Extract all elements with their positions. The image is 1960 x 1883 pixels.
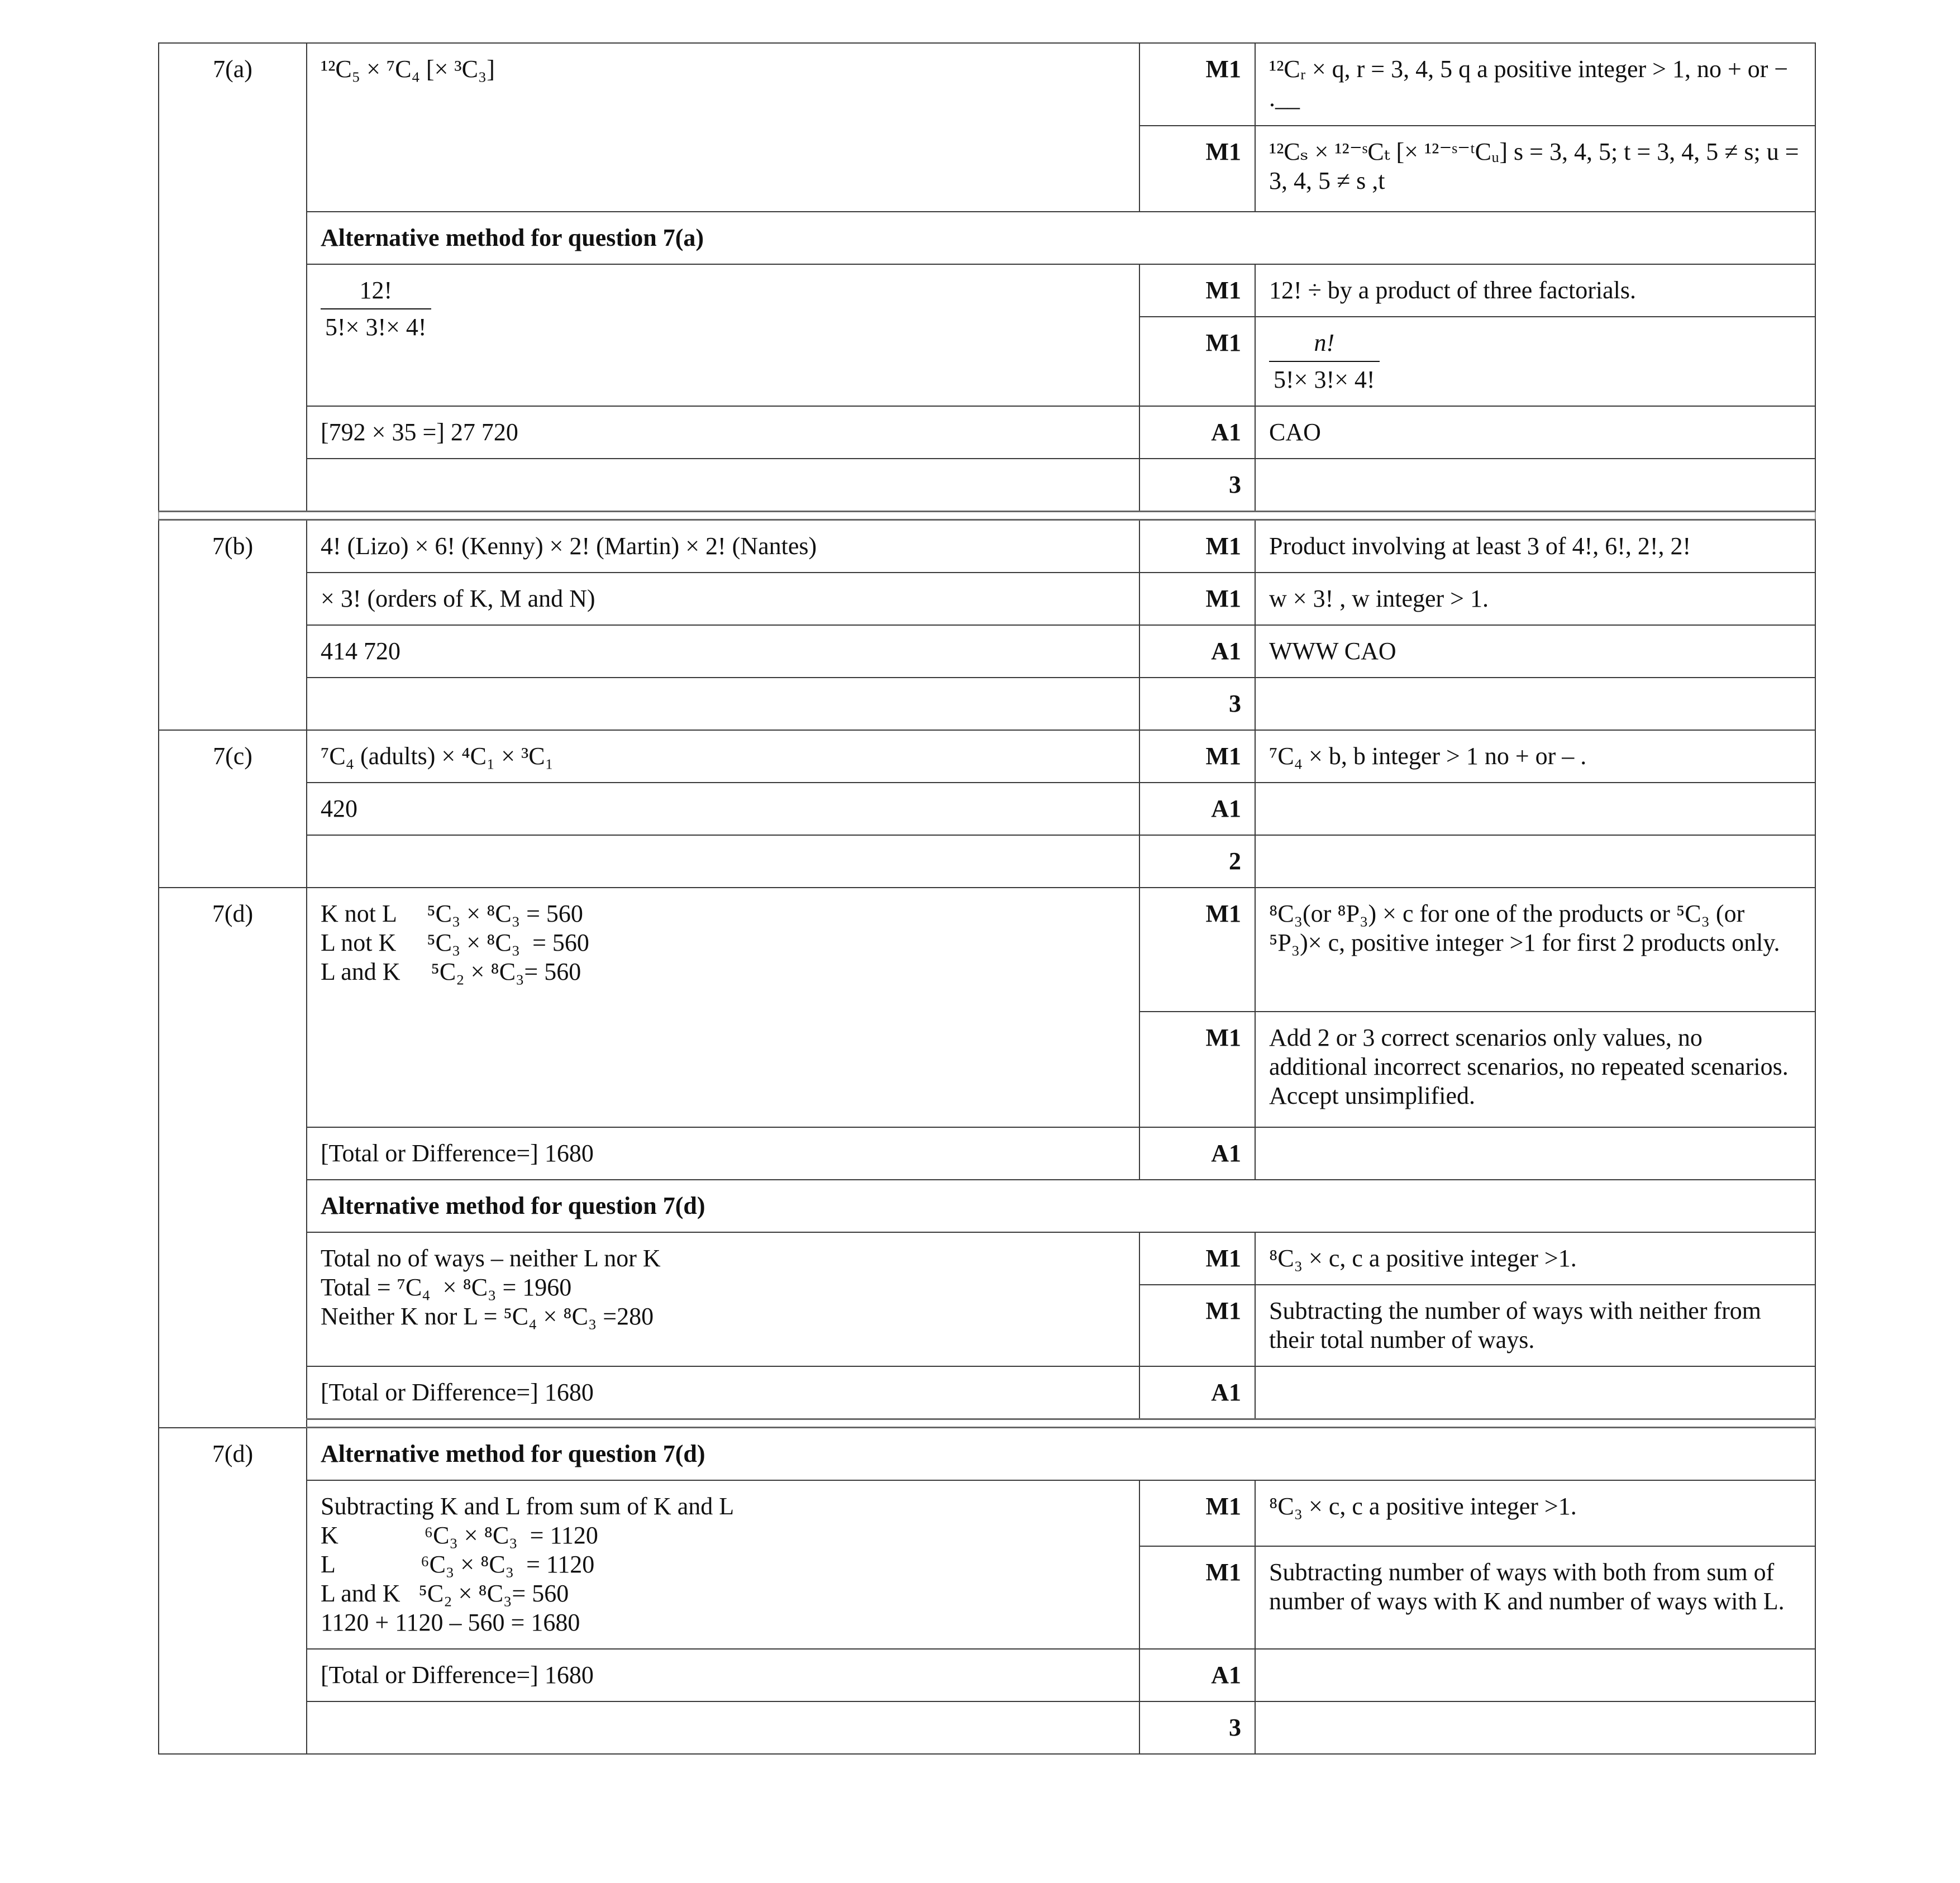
guidance-cell: WWW CAO xyxy=(1255,625,1815,678)
mark-cell: M1 xyxy=(1139,317,1255,406)
guidance-cell: ⁸C₃ × c, c a positive integer >1. xyxy=(1255,1480,1815,1546)
answer-cell xyxy=(307,459,1139,512)
answer-cell: 4! (Lizo) × 6! (Kenny) × 2! (Martin) × 2! (Nantes) xyxy=(307,520,1139,573)
mark-cell: M1 xyxy=(1139,43,1255,126)
table-row xyxy=(159,573,1815,625)
alt-method-heading: Alternative method for question 7(d) xyxy=(307,1428,1815,1481)
guidance-cell xyxy=(1255,459,1815,512)
working-line: L and K ⁵C₂ × ⁸C₃= 560 xyxy=(321,1580,569,1607)
working-line: Total = ⁷C₄ × ⁸C₃ = 1960 xyxy=(321,1274,572,1301)
table-row xyxy=(159,730,1815,783)
table-row xyxy=(159,625,1815,678)
working-line: Total no of ways – neither L nor K xyxy=(321,1245,661,1272)
table-row xyxy=(159,1127,1815,1180)
mark-cell: M1 xyxy=(1139,1012,1255,1127)
guidance-cell: Add 2 or 3 correct scenarios only values, no additional incorrect scenarios, no repeated scenarios. Accept unsimplified. xyxy=(1255,1012,1815,1127)
mark-cell: A1 xyxy=(1139,1127,1255,1180)
answer-cell xyxy=(307,1232,1139,1366)
fraction-denominator: 5!× 3!× 4! xyxy=(1274,366,1375,393)
question-label: 7(b) xyxy=(159,520,307,731)
guidance-cell: CAO xyxy=(1255,406,1815,459)
answer-cell: × 3! (orders of K, M and N) xyxy=(307,573,1139,625)
table-row xyxy=(159,1232,1815,1285)
mark-cell: M1 xyxy=(1139,1546,1255,1649)
answer-cell: [Total or Difference=] 1680 xyxy=(307,1366,1139,1419)
mark-cell: M1 xyxy=(1139,520,1255,573)
answer-cell: [792 × 35 =] 27 720 xyxy=(307,406,1139,459)
table-row xyxy=(159,459,1815,512)
total-mark: 2 xyxy=(1139,835,1255,888)
working-line: K not L ⁵C₃ × ⁸C₃ = 560 xyxy=(321,900,583,927)
table-row xyxy=(159,212,1815,264)
guidance-cell xyxy=(1255,1366,1815,1419)
mark-cell: M1 xyxy=(1139,1480,1255,1546)
guidance-cell: ¹²Cₛ × ¹²⁻ˢCₜ [× ¹²⁻ˢ⁻ᵗCᵤ] s = 3, 4, 5; t = 3, 4, 5 ≠ s; u = 3, 4, 5 ≠ s ,t xyxy=(1255,126,1815,212)
answer-cell xyxy=(307,1480,1139,1649)
working-line: L not K ⁵C₃ × ⁸C₃ = 560 xyxy=(321,929,589,956)
mark-cell: M1 xyxy=(1139,888,1255,1012)
fraction xyxy=(321,276,431,342)
question-label: 7(d) xyxy=(159,888,307,1428)
question-label: 7(d) xyxy=(159,1428,307,1755)
mark-cell: M1 xyxy=(1139,573,1255,625)
table-row xyxy=(159,888,1815,1012)
mark-cell: M1 xyxy=(1139,126,1255,212)
table-row xyxy=(159,835,1815,888)
total-mark: 3 xyxy=(1139,459,1255,512)
section-separator xyxy=(159,512,1815,520)
answer-cell: [Total or Difference=] 1680 xyxy=(307,1649,1139,1701)
guidance-cell xyxy=(1255,835,1815,888)
guidance-cell xyxy=(1255,1649,1815,1701)
working-line: L ⁶C₃ × ⁸C₃ = 1120 xyxy=(321,1551,595,1578)
guidance-cell: w × 3! , w integer > 1. xyxy=(1255,573,1815,625)
guidance-cell: ¹²Cᵣ × q, r = 3, 4, 5 q a positive integer > 1, no + or − .__ xyxy=(1255,43,1815,126)
table-row xyxy=(159,1701,1815,1754)
guidance-cell xyxy=(1255,783,1815,835)
table-row xyxy=(159,1428,1815,1481)
answer-cell xyxy=(307,888,1139,1127)
guidance-cell: Subtracting the number of ways with neither from their total number of ways. xyxy=(1255,1285,1815,1366)
guidance-cell xyxy=(1255,1127,1815,1180)
table-row xyxy=(159,1180,1815,1232)
table-row xyxy=(159,1366,1815,1419)
question-label: 7(a) xyxy=(159,43,307,512)
table-row xyxy=(159,1480,1815,1546)
table-row xyxy=(159,264,1815,317)
table-row xyxy=(159,1649,1815,1701)
alt-method-heading: Alternative method for question 7(d) xyxy=(307,1180,1815,1232)
fraction xyxy=(1269,328,1380,394)
fraction-numerator: 12! xyxy=(321,276,431,309)
mark-cell: M1 xyxy=(1139,730,1255,783)
fraction-denominator: 5!× 3!× 4! xyxy=(325,313,427,341)
guidance-cell: ⁸C₃(or ⁸P₃) × c for one of the products or ⁵C₃ (or ⁵P₃)× c, positive integer >1 for first 2 products only. xyxy=(1255,888,1815,1012)
total-mark: 3 xyxy=(1139,678,1255,730)
working-line: 1120 + 1120 – 560 = 1680 xyxy=(321,1609,580,1636)
table-row xyxy=(159,406,1815,459)
mark-cell: A1 xyxy=(1139,1649,1255,1701)
mark-cell: M1 xyxy=(1139,1232,1255,1285)
alt-method-heading: Alternative method for question 7(a) xyxy=(307,212,1815,264)
answer-cell: ¹²C₅ × ⁷C₄ [× ³C₃] xyxy=(307,43,1139,212)
mark-cell: A1 xyxy=(1139,625,1255,678)
answer-cell: 414 720 xyxy=(307,625,1139,678)
mark-cell: M1 xyxy=(1139,264,1255,317)
answer-cell: 420 xyxy=(307,783,1139,835)
answer-cell: [Total or Difference=] 1680 xyxy=(307,1127,1139,1180)
guidance-cell xyxy=(1255,317,1815,406)
mark-scheme xyxy=(158,42,1815,1755)
working-line: L and K ⁵C₂ × ⁸C₃= 560 xyxy=(321,958,581,985)
table-row xyxy=(159,678,1815,730)
question-label: 7(c) xyxy=(159,730,307,888)
total-mark: 3 xyxy=(1139,1701,1255,1754)
mark-scheme-table xyxy=(158,42,1816,1755)
guidance-cell: Subtracting number of ways with both from sum of number of ways with K and number of ways with L. xyxy=(1255,1546,1815,1649)
guidance-cell: ⁷C₄ × b, b integer > 1 no + or – . xyxy=(1255,730,1815,783)
guidance-cell: Product involving at least 3 of 4!, 6!, 2!, 2! xyxy=(1255,520,1815,573)
fraction-numerator: n! xyxy=(1269,328,1380,362)
guidance-cell xyxy=(1255,678,1815,730)
mark-cell: A1 xyxy=(1139,1366,1255,1419)
mark-cell: M1 xyxy=(1139,1285,1255,1366)
guidance-cell: ⁸C₃ × c, c a positive integer >1. xyxy=(1255,1232,1815,1285)
mark-cell: A1 xyxy=(1139,406,1255,459)
guidance-cell xyxy=(1255,1701,1815,1754)
table-row xyxy=(159,520,1815,573)
answer-cell xyxy=(307,678,1139,730)
working-line: Neither K nor L = ⁵C₄ × ⁸C₃ =280 xyxy=(321,1303,654,1330)
answer-cell: ⁷C₄ (adults) × ⁴C₁ × ³C₁ xyxy=(307,730,1139,783)
working-line: K ⁶C₃ × ⁸C₃ = 1120 xyxy=(321,1522,598,1549)
table-row xyxy=(159,43,1815,126)
answer-cell xyxy=(307,1701,1139,1754)
working-line: Subtracting K and L from sum of K and L xyxy=(321,1493,735,1520)
table-row xyxy=(159,783,1815,835)
guidance-cell: 12! ÷ by a product of three factorials. xyxy=(1255,264,1815,317)
section-separator xyxy=(159,1419,1815,1428)
answer-cell xyxy=(307,264,1139,406)
answer-cell xyxy=(307,835,1139,888)
mark-cell: A1 xyxy=(1139,783,1255,835)
